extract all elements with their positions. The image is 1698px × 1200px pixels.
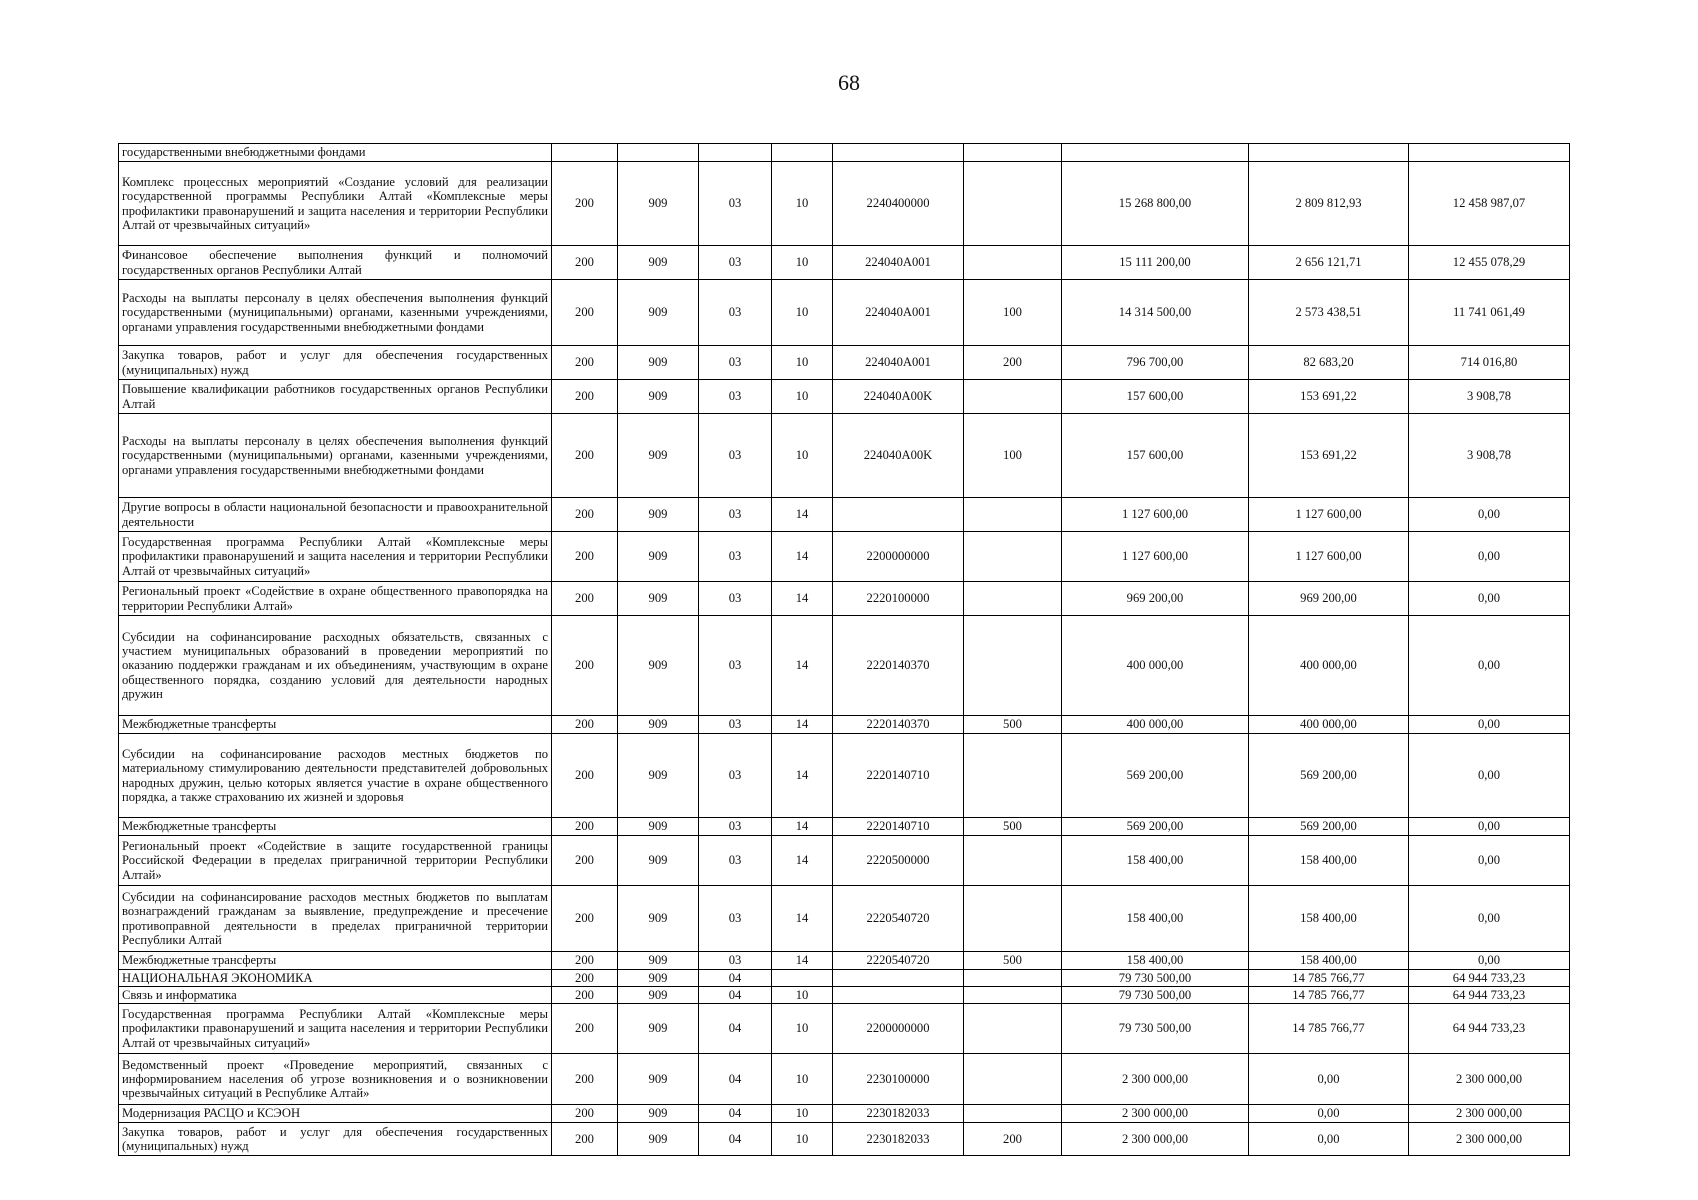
cell-expense-type — [964, 246, 1062, 280]
table-row — [119, 380, 1570, 414]
cell-executed-amount: 14 785 766,77 — [1249, 987, 1409, 1004]
cell-admin-code: 200 — [552, 162, 618, 246]
cell-name: Региональный проект «Содействие в защите государственной границы Российской Федерации в пределах приграничной территории Республики Алтай» — [119, 836, 552, 886]
cell-expense-type: 500 — [964, 818, 1062, 836]
cell-target-article: 2220540720 — [833, 886, 964, 952]
cell-subsection: 14 — [772, 616, 833, 716]
cell-name: Субсидии на софинансирование расходных обязательств, связанных с участием муниципальных образований в проведении мероприятий по оказанию поддержки гражданам и их объединениям, участвующим в охране общественного порядка, созданию условий для деятельности народных дружин — [119, 616, 552, 716]
cell-target-article — [833, 970, 964, 987]
cell-subsection: 10 — [772, 280, 833, 346]
cell-department-code: 909 — [618, 582, 699, 616]
cell-department-code: 909 — [618, 498, 699, 532]
table-row — [119, 280, 1570, 346]
cell-subsection: 10 — [772, 380, 833, 414]
cell-expense-type — [964, 734, 1062, 818]
cell-remaining-amount: 11 741 061,49 — [1409, 280, 1570, 346]
table-row — [119, 498, 1570, 532]
cell-target-article — [833, 987, 964, 1004]
cell-target-article: 2220140710 — [833, 734, 964, 818]
cell-name: Государственная программа Республики Алтай «Комплексные меры профилактики правонарушений и защита населения и территории Республики Алтай от чрезвычайных ситуаций» — [119, 1004, 552, 1054]
cell-section: 04 — [699, 1004, 772, 1054]
cell-expense-type — [964, 987, 1062, 1004]
cell-subsection: 10 — [772, 162, 833, 246]
cell-expense-type — [964, 616, 1062, 716]
cell-department-code: 909 — [618, 734, 699, 818]
cell-department-code — [618, 144, 699, 162]
cell-admin-code: 200 — [552, 818, 618, 836]
cell-subsection: 14 — [772, 498, 833, 532]
cell-planned-amount: 569 200,00 — [1062, 818, 1249, 836]
cell-expense-type — [964, 836, 1062, 886]
cell-target-article: 224040A001 — [833, 280, 964, 346]
cell-target-article: 224040A001 — [833, 346, 964, 380]
cell-remaining-amount: 12 458 987,07 — [1409, 162, 1570, 246]
cell-section: 04 — [699, 970, 772, 987]
cell-name: НАЦИОНАЛЬНАЯ ЭКОНОМИКА — [119, 970, 552, 987]
cell-remaining-amount: 0,00 — [1409, 734, 1570, 818]
cell-executed-amount: 0,00 — [1249, 1105, 1409, 1123]
cell-subsection: 14 — [772, 836, 833, 886]
cell-planned-amount: 2 300 000,00 — [1062, 1105, 1249, 1123]
cell-name: Межбюджетные трансферты — [119, 818, 552, 836]
table-row — [119, 414, 1570, 498]
cell-subsection — [772, 970, 833, 987]
cell-planned-amount: 569 200,00 — [1062, 734, 1249, 818]
cell-remaining-amount: 0,00 — [1409, 818, 1570, 836]
cell-expense-type — [964, 582, 1062, 616]
cell-name: Модернизация РАСЦО и КСЭОН — [119, 1105, 552, 1123]
cell-admin-code: 200 — [552, 987, 618, 1004]
cell-section: 03 — [699, 582, 772, 616]
cell-department-code: 909 — [618, 280, 699, 346]
cell-executed-amount: 153 691,22 — [1249, 380, 1409, 414]
cell-admin-code: 200 — [552, 716, 618, 734]
cell-expense-type: 200 — [964, 1123, 1062, 1156]
cell-planned-amount: 158 400,00 — [1062, 952, 1249, 970]
cell-section — [699, 144, 772, 162]
cell-planned-amount: 1 127 600,00 — [1062, 498, 1249, 532]
table-row — [119, 836, 1570, 886]
table-row — [119, 818, 1570, 836]
cell-remaining-amount: 0,00 — [1409, 836, 1570, 886]
cell-remaining-amount: 0,00 — [1409, 498, 1570, 532]
cell-planned-amount: 969 200,00 — [1062, 582, 1249, 616]
cell-remaining-amount: 2 300 000,00 — [1409, 1123, 1570, 1156]
cell-remaining-amount: 0,00 — [1409, 952, 1570, 970]
cell-admin-code: 200 — [552, 1105, 618, 1123]
cell-subsection: 10 — [772, 987, 833, 1004]
page-number: 68 — [838, 70, 860, 95]
cell-name: Финансовое обеспечение выполнения функций и полномочий государственных органов Республики Алтай — [119, 246, 552, 280]
cell-remaining-amount: 12 455 078,29 — [1409, 246, 1570, 280]
cell-admin-code — [552, 144, 618, 162]
cell-planned-amount: 1 127 600,00 — [1062, 532, 1249, 582]
cell-subsection: 10 — [772, 246, 833, 280]
cell-section: 03 — [699, 818, 772, 836]
cell-department-code: 909 — [618, 162, 699, 246]
cell-expense-type — [964, 162, 1062, 246]
cell-planned-amount: 79 730 500,00 — [1062, 987, 1249, 1004]
cell-section: 03 — [699, 616, 772, 716]
cell-target-article: 2200000000 — [833, 1004, 964, 1054]
cell-expense-type — [964, 498, 1062, 532]
cell-admin-code: 200 — [552, 280, 618, 346]
cell-name: Повышение квалификации работников государственных органов Республики Алтай — [119, 380, 552, 414]
cell-planned-amount: 158 400,00 — [1062, 886, 1249, 952]
cell-planned-amount: 79 730 500,00 — [1062, 970, 1249, 987]
cell-expense-type — [964, 532, 1062, 582]
cell-department-code: 909 — [618, 987, 699, 1004]
cell-remaining-amount — [1409, 144, 1570, 162]
cell-target-article: 2220540720 — [833, 952, 964, 970]
cell-name: Межбюджетные трансферты — [119, 952, 552, 970]
cell-section: 03 — [699, 380, 772, 414]
cell-department-code: 909 — [618, 380, 699, 414]
cell-planned-amount: 14 314 500,00 — [1062, 280, 1249, 346]
cell-executed-amount: 0,00 — [1249, 1054, 1409, 1105]
cell-executed-amount: 158 400,00 — [1249, 886, 1409, 952]
cell-name: Комплекс процессных мероприятий «Создание условий для реализации государственной программы Республики Алтай «Комплексные меры профилактики правонарушений и защита населения и территории Республики Алтай от чрезвычайных ситуаций» — [119, 162, 552, 246]
cell-subsection: 10 — [772, 414, 833, 498]
cell-department-code: 909 — [618, 1105, 699, 1123]
cell-expense-type: 500 — [964, 716, 1062, 734]
cell-section: 04 — [699, 1054, 772, 1105]
cell-executed-amount: 14 785 766,77 — [1249, 1004, 1409, 1054]
cell-section: 03 — [699, 716, 772, 734]
table-row — [119, 970, 1570, 987]
table-row — [119, 1123, 1570, 1156]
cell-remaining-amount: 3 908,78 — [1409, 380, 1570, 414]
cell-admin-code: 200 — [552, 734, 618, 818]
cell-target-article: 2230182033 — [833, 1123, 964, 1156]
cell-subsection: 10 — [772, 1123, 833, 1156]
cell-target-article: 2230182033 — [833, 1105, 964, 1123]
cell-section: 03 — [699, 734, 772, 818]
cell-department-code: 909 — [618, 532, 699, 582]
cell-executed-amount: 569 200,00 — [1249, 734, 1409, 818]
cell-section: 03 — [699, 532, 772, 582]
cell-executed-amount: 569 200,00 — [1249, 818, 1409, 836]
cell-department-code: 909 — [618, 970, 699, 987]
cell-executed-amount: 158 400,00 — [1249, 952, 1409, 970]
cell-planned-amount: 157 600,00 — [1062, 380, 1249, 414]
cell-executed-amount: 82 683,20 — [1249, 346, 1409, 380]
cell-target-article: 224040A00K — [833, 380, 964, 414]
table-row — [119, 1004, 1570, 1054]
cell-name: Связь и информатика — [119, 987, 552, 1004]
cell-department-code: 909 — [618, 818, 699, 836]
cell-department-code: 909 — [618, 886, 699, 952]
cell-expense-type: 100 — [964, 414, 1062, 498]
cell-planned-amount: 796 700,00 — [1062, 346, 1249, 380]
table-row — [119, 1105, 1570, 1123]
cell-target-article: 2230100000 — [833, 1054, 964, 1105]
cell-subsection: 14 — [772, 716, 833, 734]
cell-target-article: 2200000000 — [833, 532, 964, 582]
cell-expense-type — [964, 1105, 1062, 1123]
cell-executed-amount: 969 200,00 — [1249, 582, 1409, 616]
cell-name: Региональный проект «Содействие в охране общественного правопорядка на территории Республики Алтай» — [119, 582, 552, 616]
cell-section: 04 — [699, 987, 772, 1004]
cell-section: 03 — [699, 952, 772, 970]
cell-expense-type — [964, 886, 1062, 952]
cell-planned-amount: 157 600,00 — [1062, 414, 1249, 498]
cell-admin-code: 200 — [552, 346, 618, 380]
cell-planned-amount: 15 111 200,00 — [1062, 246, 1249, 280]
cell-target-article: 2240400000 — [833, 162, 964, 246]
cell-section: 03 — [699, 162, 772, 246]
cell-remaining-amount: 0,00 — [1409, 716, 1570, 734]
cell-section: 03 — [699, 246, 772, 280]
table-row — [119, 532, 1570, 582]
cell-subsection: 14 — [772, 952, 833, 970]
table-row — [119, 734, 1570, 818]
cell-planned-amount: 79 730 500,00 — [1062, 1004, 1249, 1054]
cell-department-code: 909 — [618, 346, 699, 380]
cell-name: Субсидии на софинансирование расходов местных бюджетов по материальному стимулированию деятельности представителей добровольных народных дружин, целью которых является участие в охране общественного порядка, а также страхованию их жизней и здоровья — [119, 734, 552, 818]
cell-executed-amount: 2 656 121,71 — [1249, 246, 1409, 280]
cell-planned-amount: 2 300 000,00 — [1062, 1123, 1249, 1156]
cell-admin-code: 200 — [552, 498, 618, 532]
table-row — [119, 162, 1570, 246]
cell-section: 03 — [699, 414, 772, 498]
cell-target-article: 2220140370 — [833, 716, 964, 734]
cell-subsection: 10 — [772, 1004, 833, 1054]
cell-section: 04 — [699, 1105, 772, 1123]
table-row — [119, 346, 1570, 380]
cell-remaining-amount: 2 300 000,00 — [1409, 1054, 1570, 1105]
table-row — [119, 246, 1570, 280]
cell-name: Межбюджетные трансферты — [119, 716, 552, 734]
cell-planned-amount — [1062, 144, 1249, 162]
cell-name: Расходы на выплаты персоналу в целях обеспечения выполнения функций государственными (муниципальными) органами, казенными учреждениями, органами управления государственными внебюджетными фондами — [119, 414, 552, 498]
cell-admin-code: 200 — [552, 886, 618, 952]
cell-section: 03 — [699, 498, 772, 532]
cell-expense-type — [964, 1004, 1062, 1054]
cell-admin-code: 200 — [552, 582, 618, 616]
cell-admin-code: 200 — [552, 616, 618, 716]
cell-admin-code: 200 — [552, 836, 618, 886]
cell-subsection: 10 — [772, 1054, 833, 1105]
cell-department-code: 909 — [618, 246, 699, 280]
cell-expense-type — [964, 380, 1062, 414]
cell-target-article: 224040A00K — [833, 414, 964, 498]
cell-expense-type: 500 — [964, 952, 1062, 970]
cell-remaining-amount: 0,00 — [1409, 532, 1570, 582]
cell-expense-type — [964, 1054, 1062, 1105]
cell-subsection: 10 — [772, 346, 833, 380]
cell-executed-amount: 400 000,00 — [1249, 616, 1409, 716]
cell-department-code: 909 — [618, 1123, 699, 1156]
cell-subsection: 14 — [772, 734, 833, 818]
cell-department-code: 909 — [618, 414, 699, 498]
cell-target-article: 224040A001 — [833, 246, 964, 280]
cell-executed-amount: 14 785 766,77 — [1249, 970, 1409, 987]
cell-executed-amount: 1 127 600,00 — [1249, 532, 1409, 582]
cell-department-code: 909 — [618, 716, 699, 734]
cell-remaining-amount: 64 944 733,23 — [1409, 1004, 1570, 1054]
table-row — [119, 582, 1570, 616]
cell-subsection: 14 — [772, 582, 833, 616]
cell-executed-amount: 153 691,22 — [1249, 414, 1409, 498]
cell-remaining-amount: 64 944 733,23 — [1409, 970, 1570, 987]
cell-admin-code: 200 — [552, 970, 618, 987]
table-row — [119, 616, 1570, 716]
cell-remaining-amount: 3 908,78 — [1409, 414, 1570, 498]
cell-section: 03 — [699, 346, 772, 380]
cell-subsection: 14 — [772, 886, 833, 952]
cell-target-article — [833, 144, 964, 162]
cell-name: Субсидии на софинансирование расходов местных бюджетов по выплатам вознаграждений гражданам за выявление, предупреждение и пресечение противоправной деятельности в пределах приграничной территории Республики Алтай — [119, 886, 552, 952]
cell-section: 04 — [699, 1123, 772, 1156]
cell-admin-code: 200 — [552, 380, 618, 414]
cell-executed-amount: 0,00 — [1249, 1123, 1409, 1156]
cell-remaining-amount: 0,00 — [1409, 582, 1570, 616]
cell-admin-code: 200 — [552, 414, 618, 498]
table-row — [119, 1054, 1570, 1105]
cell-remaining-amount: 64 944 733,23 — [1409, 987, 1570, 1004]
budget-table-body — [119, 144, 1570, 1156]
cell-expense-type — [964, 144, 1062, 162]
cell-planned-amount: 400 000,00 — [1062, 716, 1249, 734]
cell-name: Ведомственный проект «Проведение мероприятий, связанных с информированием населения об угрозе возникновения и о возникновении чрезвычайных ситуаций в Республике Алтай» — [119, 1054, 552, 1105]
cell-remaining-amount: 0,00 — [1409, 886, 1570, 952]
cell-section: 03 — [699, 836, 772, 886]
cell-expense-type — [964, 970, 1062, 987]
cell-target-article: 2220500000 — [833, 836, 964, 886]
cell-remaining-amount: 2 300 000,00 — [1409, 1105, 1570, 1123]
cell-subsection: 10 — [772, 1105, 833, 1123]
cell-admin-code: 200 — [552, 1004, 618, 1054]
cell-section: 03 — [699, 280, 772, 346]
cell-admin-code: 200 — [552, 532, 618, 582]
cell-section: 03 — [699, 886, 772, 952]
cell-department-code: 909 — [618, 616, 699, 716]
cell-subsection: 14 — [772, 818, 833, 836]
cell-planned-amount: 15 268 800,00 — [1062, 162, 1249, 246]
cell-department-code: 909 — [618, 836, 699, 886]
cell-executed-amount: 158 400,00 — [1249, 836, 1409, 886]
cell-subsection: 14 — [772, 532, 833, 582]
cell-department-code: 909 — [618, 1054, 699, 1105]
cell-subsection — [772, 144, 833, 162]
cell-admin-code: 200 — [552, 1054, 618, 1105]
cell-name: Закупка товаров, работ и услуг для обеспечения государственных (муниципальных) нужд — [119, 1123, 552, 1156]
cell-executed-amount: 2 809 812,93 — [1249, 162, 1409, 246]
budget-table — [118, 143, 1570, 1156]
cell-name: Государственная программа Республики Алтай «Комплексные меры профилактики правонарушений и защита населения и территории Республики Алтай от чрезвычайных ситуаций» — [119, 532, 552, 582]
table-row — [119, 716, 1570, 734]
table-row — [119, 886, 1570, 952]
cell-admin-code: 200 — [552, 952, 618, 970]
cell-department-code: 909 — [618, 952, 699, 970]
table-row — [119, 952, 1570, 970]
cell-admin-code: 200 — [552, 246, 618, 280]
cell-executed-amount: 2 573 438,51 — [1249, 280, 1409, 346]
cell-admin-code: 200 — [552, 1123, 618, 1156]
cell-expense-type: 200 — [964, 346, 1062, 380]
cell-target-article: 2220140370 — [833, 616, 964, 716]
cell-target-article — [833, 498, 964, 532]
cell-executed-amount: 400 000,00 — [1249, 716, 1409, 734]
cell-remaining-amount: 0,00 — [1409, 616, 1570, 716]
cell-executed-amount — [1249, 144, 1409, 162]
cell-expense-type: 100 — [964, 280, 1062, 346]
cell-name: государственными внебюджетными фондами — [119, 144, 552, 162]
table-row — [119, 987, 1570, 1004]
cell-target-article: 2220100000 — [833, 582, 964, 616]
cell-department-code: 909 — [618, 1004, 699, 1054]
cell-remaining-amount: 714 016,80 — [1409, 346, 1570, 380]
cell-planned-amount: 2 300 000,00 — [1062, 1054, 1249, 1105]
cell-target-article: 2220140710 — [833, 818, 964, 836]
cell-name: Закупка товаров, работ и услуг для обеспечения государственных (муниципальных) нужд — [119, 346, 552, 380]
cell-planned-amount: 158 400,00 — [1062, 836, 1249, 886]
cell-executed-amount: 1 127 600,00 — [1249, 498, 1409, 532]
cell-name: Другие вопросы в области национальной безопасности и правоохранительной деятельности — [119, 498, 552, 532]
table-row — [119, 144, 1570, 162]
cell-planned-amount: 400 000,00 — [1062, 616, 1249, 716]
cell-name: Расходы на выплаты персоналу в целях обеспечения выполнения функций государственными (муниципальными) органами, казенными учреждениями, органами управления государственными внебюджетными фондами — [119, 280, 552, 346]
